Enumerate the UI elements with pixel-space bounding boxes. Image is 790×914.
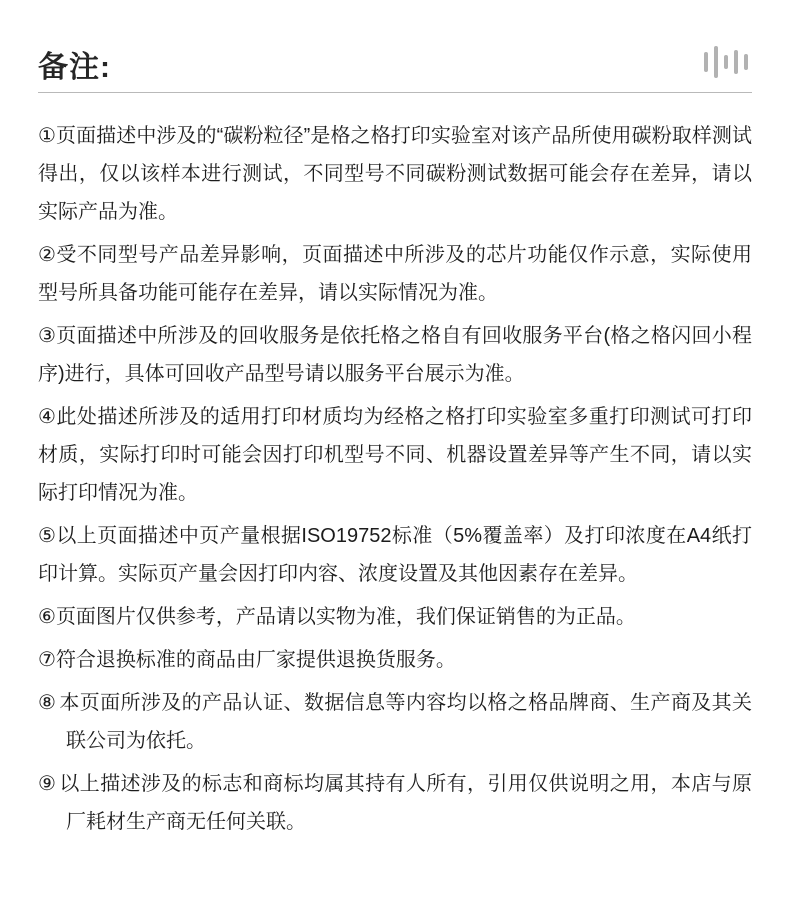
- note-text: 符合退换标准的商品由厂家提供退换货服务。: [55, 649, 456, 671]
- note-number: ⑥: [38, 606, 56, 628]
- note-number: ④: [38, 406, 57, 428]
- note-number: ②: [38, 244, 57, 266]
- notes-list: [38, 117, 752, 841]
- note-text: 页面图片仅供参考，产品请以实物为准，我们保证销售的为正品。: [55, 606, 636, 628]
- note-number: ①: [38, 125, 57, 147]
- note-paragraph-7: [38, 641, 752, 679]
- note-number: ⑤: [38, 525, 57, 547]
- note-text: 页面描述中所涉及的回收服务是依托格之格自有回收服务平台(格之格闪回小程序)进行，具体可回收产品型号请以服务平台展示为准。: [38, 325, 752, 385]
- note-paragraph-9: [38, 765, 752, 841]
- note-text: 以上描述涉及的标志和商标均属其持有人所有，引用仅供说明之用，本店与原厂耗材生产商无任何关联。: [59, 773, 753, 833]
- note-number: ⑦: [38, 649, 56, 671]
- note-text: 本页面所涉及的产品认证、数据信息等内容均以格之格品牌商、生产商及其关联公司为依托。: [59, 692, 753, 752]
- note-paragraph-6: [38, 598, 752, 636]
- note-number: ③: [38, 325, 57, 347]
- note-paragraph-5: [38, 517, 752, 593]
- note-number: ⑧: [38, 692, 57, 714]
- note-paragraph-1: [38, 117, 752, 231]
- note-text: 页面描述中涉及的“碳粉粒径”是格之格打印实验室对该产品所使用碳粉取样测试得出，仅以该样本进行测试，不同型号不同碳粉测试数据可能会存在差异，请以实际产品为准。: [38, 125, 752, 223]
- note-paragraph-2: [38, 236, 752, 312]
- header-divider: [38, 92, 752, 93]
- waveform-icon: [704, 42, 748, 82]
- note-number: ⑨: [38, 773, 57, 795]
- note-paragraph-4: [38, 398, 752, 512]
- note-paragraph-3: [38, 317, 752, 393]
- note-paragraph-8: [38, 684, 752, 760]
- note-text: 以上页面描述中页产量根据ISO19752标准（5%覆盖率）及打印浓度在A4纸打印计算。实际页产量会因打印内容、浓度设置及其他因素存在差异。: [38, 525, 753, 585]
- note-text: 受不同型号产品差异影响，页面描述中所涉及的芯片功能仅作示意，实际使用型号所具备功能可能存在差异，请以实际情况为准。: [38, 244, 752, 304]
- page-title: 备注:: [38, 51, 111, 84]
- notes-header: [38, 42, 752, 92]
- note-text: 此处描述所涉及的适用打印材质均为经格之格打印实验室多重打印测试可打印材质，实际打印时可能会因打印机型号不同、机器设置差异等产生不同，请以实际打印情况为准。: [38, 406, 752, 504]
